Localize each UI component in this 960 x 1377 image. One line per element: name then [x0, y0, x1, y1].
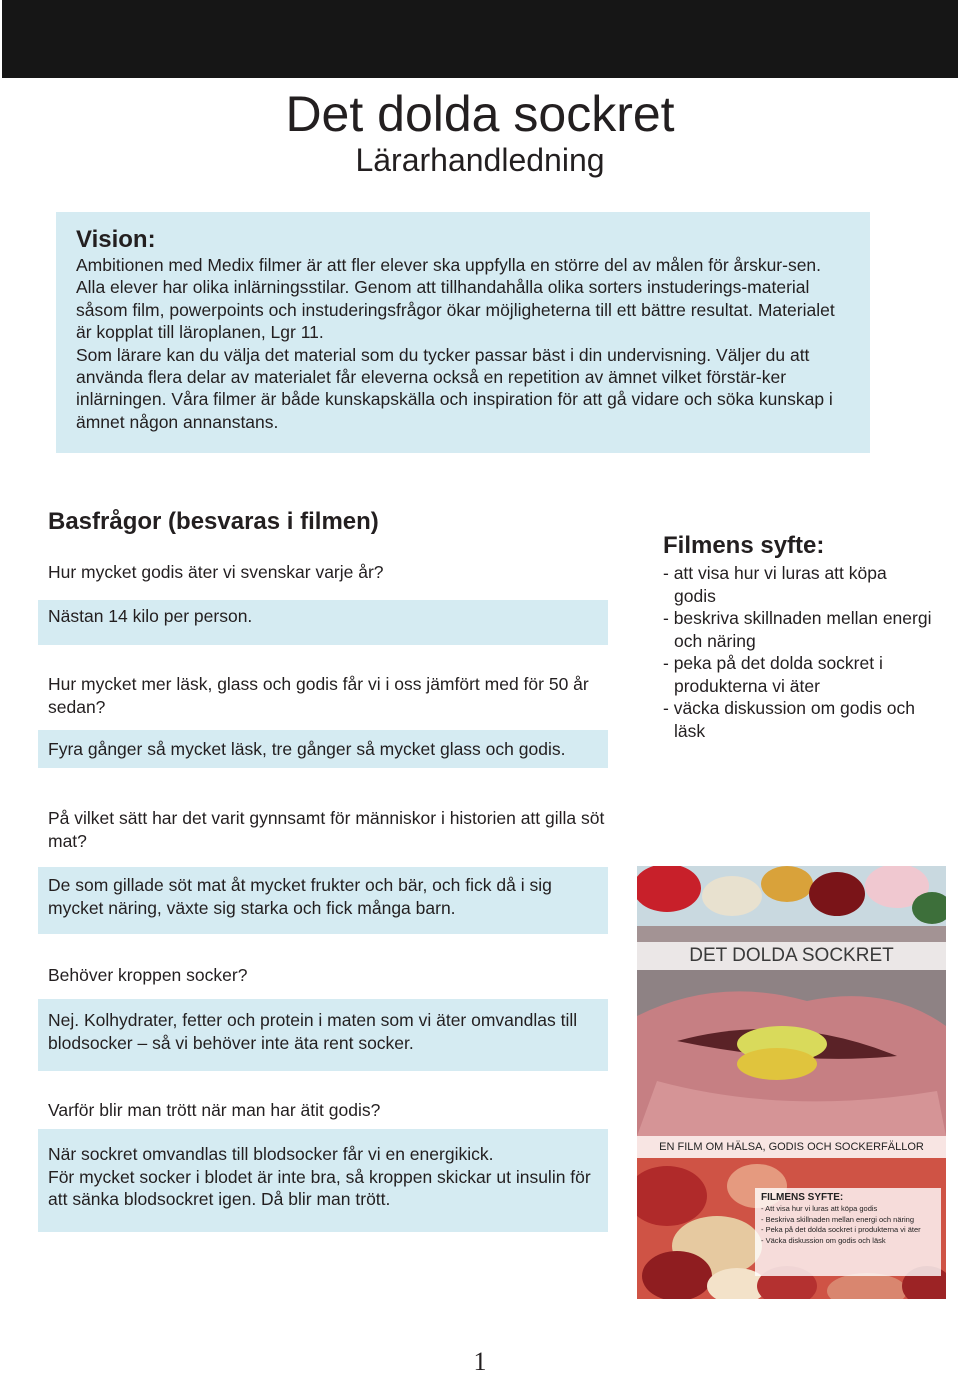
cover-photo-candy [637, 1136, 946, 1299]
answer-5: När sockret omvandlas till blodsocker får vi en energikick. För mycket socker i blodet är inte bra, så kroppen skickar ut insulin för att sänka blodsockret igen. Då blir man trött. [48, 1144, 591, 1209]
answer-box-1 [38, 600, 608, 645]
answer-box-4 [38, 999, 608, 1071]
film-cover-image [637, 866, 946, 1299]
cover-subtitle: EN FILM OM HÄLSA, GODIS OCH SOCKERFÄLLOR [637, 1136, 946, 1158]
page-subtitle: Lärarhandledning [355, 142, 605, 178]
header-bar [2, 0, 958, 78]
question-1: Hur mycket godis äter vi svenskar varje år? [48, 562, 384, 582]
cover-title: DET DOLDA SOCKRET [637, 942, 946, 970]
syfte-heading: Filmens syfte: [663, 532, 825, 559]
syfte-item: - beskriva skillnaden mellan energi och näring [663, 608, 932, 651]
question-5: Varför blir man trött när man har ätit godis? [48, 1100, 381, 1120]
answer-1: Nästan 14 kilo per person. [48, 606, 253, 626]
page-title: Det dolda sockret [285, 86, 675, 142]
cover-syfte-item: - Peka på det dolda sockret i produkterna vi äter [761, 1225, 921, 1234]
candy-mouth-illustration [637, 866, 946, 1136]
syfte-item: - peka på det dolda sockret i produkterna vi äter [663, 653, 883, 696]
cover-photo-mouth [637, 866, 946, 1136]
syfte-item: - att visa hur vi luras att köpa godis [663, 563, 887, 606]
answer-box-2 [38, 730, 608, 768]
question-4: Behöver kroppen socker? [48, 965, 248, 985]
answer-2: Fyra gånger så mycket läsk, tre gånger så mycket glass och godis. [48, 739, 566, 759]
cover-syfte-item: - Beskriva skillnaden mellan energi och näring [761, 1214, 914, 1224]
cover-syfte-heading: FILMENS SYFTE: [761, 1192, 844, 1203]
page-number: 1 [473, 1347, 487, 1376]
answer-box-5 [38, 1129, 608, 1232]
filmens-syfte [663, 530, 933, 742]
vision-heading: Vision: [76, 226, 156, 253]
answer-4: Nej. Kolhydrater, fetter och protein i maten som vi äter omvandlas till blodsocker – så vi behöver inte äta rent socker. [48, 1010, 578, 1053]
syfte-list [663, 562, 933, 742]
syfte-item: - väcka diskussion om godis och läsk [663, 698, 915, 741]
answer-box-3 [38, 867, 608, 934]
answer-3: De som gillade söt mat åt mycket frukter och bär, och fick då i sig mycket näring, växte sig starka och fick många barn. [48, 875, 552, 918]
vision-box [56, 212, 870, 453]
basfragor-heading: Basfrågor (besvaras i filmen) [48, 508, 379, 535]
cover-syfte-box [755, 1188, 941, 1276]
question-2: Hur mycket mer läsk, glass och godis får vi i oss jämfört med för 50 år sedan? [48, 674, 589, 717]
question-3: På vilket sätt har det varit gynnsamt för människor i historien att gilla söt mat? [48, 808, 605, 851]
cover-syfte-item: - Att visa hur vi luras att köpa godis [761, 1204, 878, 1213]
cover-syfte-item: - Väcka diskussion om godis och läsk [761, 1235, 886, 1245]
vision-text: Ambitionen med Medix filmer är att fler elever ska uppfylla en större del av målen för årskur-sen. Alla elever har olika inlärningsstilar. Genom att tillhandahålla olika sorters instuderings-material såsom film, powerpoints och instuderingsfrågor ökar möjligheterna till ett bättre resultat. Materialet är kopplat till läroplanen, Lgr 11. Som lärare kan du välja det material som du tycker passar bäst i din undervisning. Väljer du att använda flera delar av materialet får eleverna också en repetition av ämnet vilket förstär-ker inlärningen. Våra filmer är både kunskapskälla och inspiration för att gå vidare och söka kunskap i ämnet någon annanstans. [76, 255, 835, 432]
